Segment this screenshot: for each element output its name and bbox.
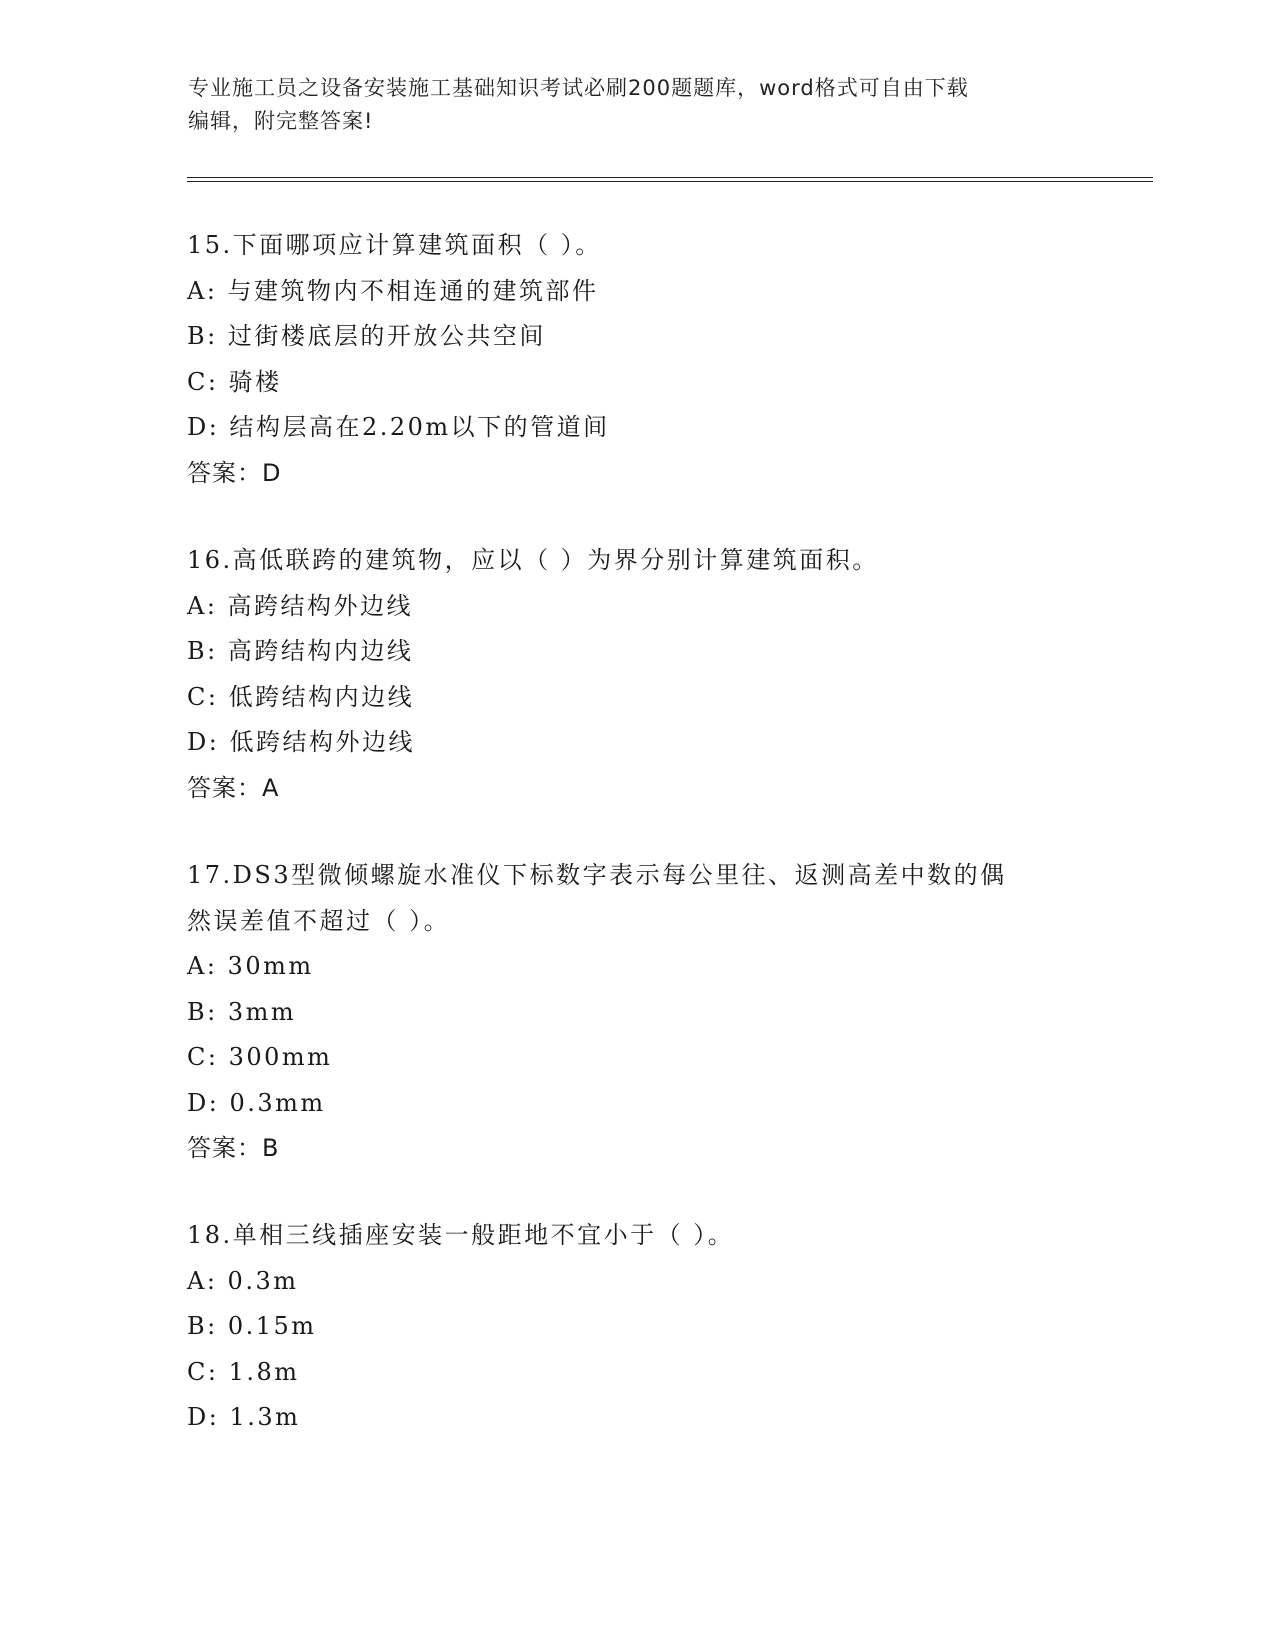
option-c: C: 300mm xyxy=(187,1043,333,1071)
option-a: A: 与建筑物内不相连通的建筑部件 xyxy=(187,276,599,305)
header-divider-top xyxy=(187,177,1153,178)
header-line-1: 专业施工员之设备安装施工基础知识考试必刷200题题库，word格式可自由下载 xyxy=(188,76,969,100)
option-d: D: 1.3m xyxy=(187,1403,301,1431)
header-divider-bottom xyxy=(187,181,1153,182)
header-line-2: 编辑，附完整答案! xyxy=(188,109,374,133)
question-16 xyxy=(187,538,1087,811)
option-d: D: 0.3mm xyxy=(187,1088,326,1117)
question-stem-line-1: 17.DS3型微倾螺旋水准仪下标数字表示每公里往、返测高差中数的偶 xyxy=(187,861,1007,889)
option-b: B: 3mm xyxy=(187,997,297,1026)
option-a: A: 30mm xyxy=(187,952,314,980)
option-c: C: 低跨结构内边线 xyxy=(187,682,415,711)
option-d: D: 结构层高在2.20m以下的管道间 xyxy=(187,413,610,441)
answer: 答案：B xyxy=(187,1134,280,1162)
question-18 xyxy=(187,1213,1087,1441)
question-stem-line-2: 然误差值不超过（ ）。 xyxy=(187,906,451,935)
option-d: D: 低跨结构外边线 xyxy=(187,728,415,756)
question-stem: 16.高低联跨的建筑物，应以（ ）为界分别计算建筑面积。 xyxy=(187,546,879,574)
question-17 xyxy=(187,853,1087,1172)
option-c: C: 骑楼 xyxy=(187,367,282,396)
document-header xyxy=(188,72,1088,138)
option-b: B: 0.15m xyxy=(187,1312,317,1340)
question-stem: 15.下面哪项应计算建筑面积（ ）。 xyxy=(187,231,602,259)
question-15 xyxy=(187,223,1087,496)
question-stem: 18.单相三线插座安装一般距地不宜小于（ ）。 xyxy=(187,1221,735,1249)
answer: 答案：A xyxy=(187,773,280,802)
answer: 答案：D xyxy=(187,458,282,487)
option-a: A: 高跨结构外边线 xyxy=(187,591,414,620)
option-b: B: 高跨结构内边线 xyxy=(187,637,414,665)
option-b: B: 过街楼底层的开放公共空间 xyxy=(187,322,546,350)
option-a: A: 0.3m xyxy=(187,1266,299,1295)
option-c: C: 1.8m xyxy=(187,1357,300,1386)
